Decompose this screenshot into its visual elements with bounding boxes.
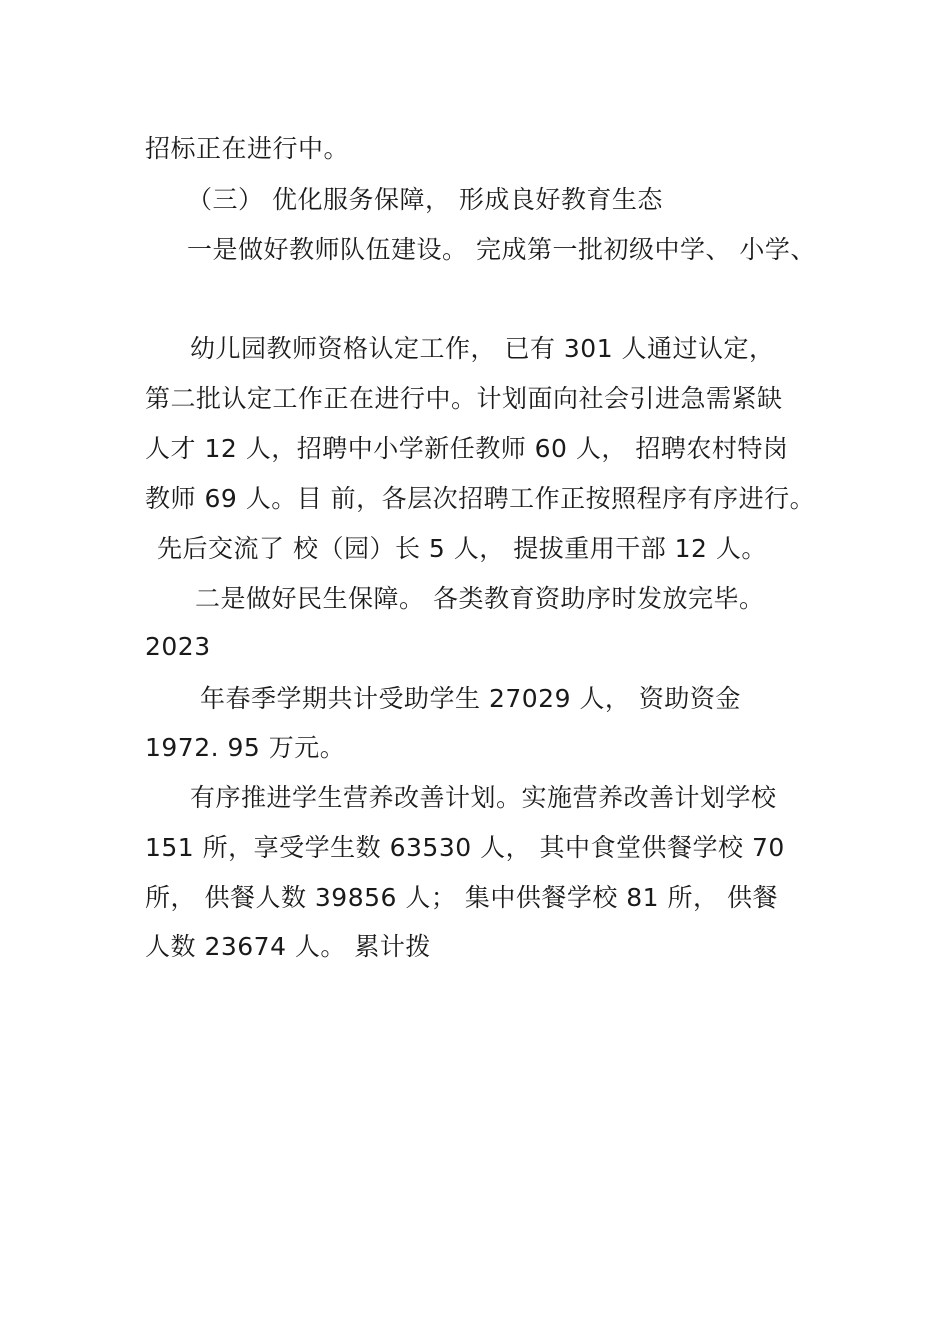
text-line: 1972. 95 万元。 [145,733,346,762]
text-line: 151 所，享受学生数 63530 人， 其中食堂供餐学校 70 [145,833,785,862]
text-line: 二是做好民生保障。 各类教育资助序时发放完毕。 [195,584,765,613]
text-line: 人数 23674 人。 累计拨 [145,932,431,961]
text-line: 一是做好教师队伍建设。 完成第一批初级中学、 小学、 [187,235,816,264]
text-line: 教师 69 人。目 前，各层次招聘工作正按照程序有序进行。 [145,484,816,513]
text-line: 第二批认定工作正在进行中。计划面向社会引进急需紧缺 [145,384,783,413]
text-line: 幼儿园教师资格认定工作， 已有 301 人通过认定， [190,334,775,363]
text-line: 2023 [145,632,211,661]
text-line: 有序推进学生营养改善计划。实施营养改善计划学校 [190,783,777,812]
section-heading: （三） 优化服务保障， 形成良好教育生态 [187,185,663,214]
text-line: 先后交流了 校（园）长 5 人， 提拔重用干部 12 人。 [157,534,767,563]
text-line: 人才 12 人，招聘中小学新任教师 60 人， 招聘农村特岗 [145,434,789,463]
text-line: 年春季学期共计受助学生 27029 人， 资助资金 [200,684,741,713]
text-line: 招标正在进行中。 [145,134,350,163]
text-line: 所， 供餐人数 39856 人； 集中供餐学校 81 所， 供餐 [145,883,778,912]
